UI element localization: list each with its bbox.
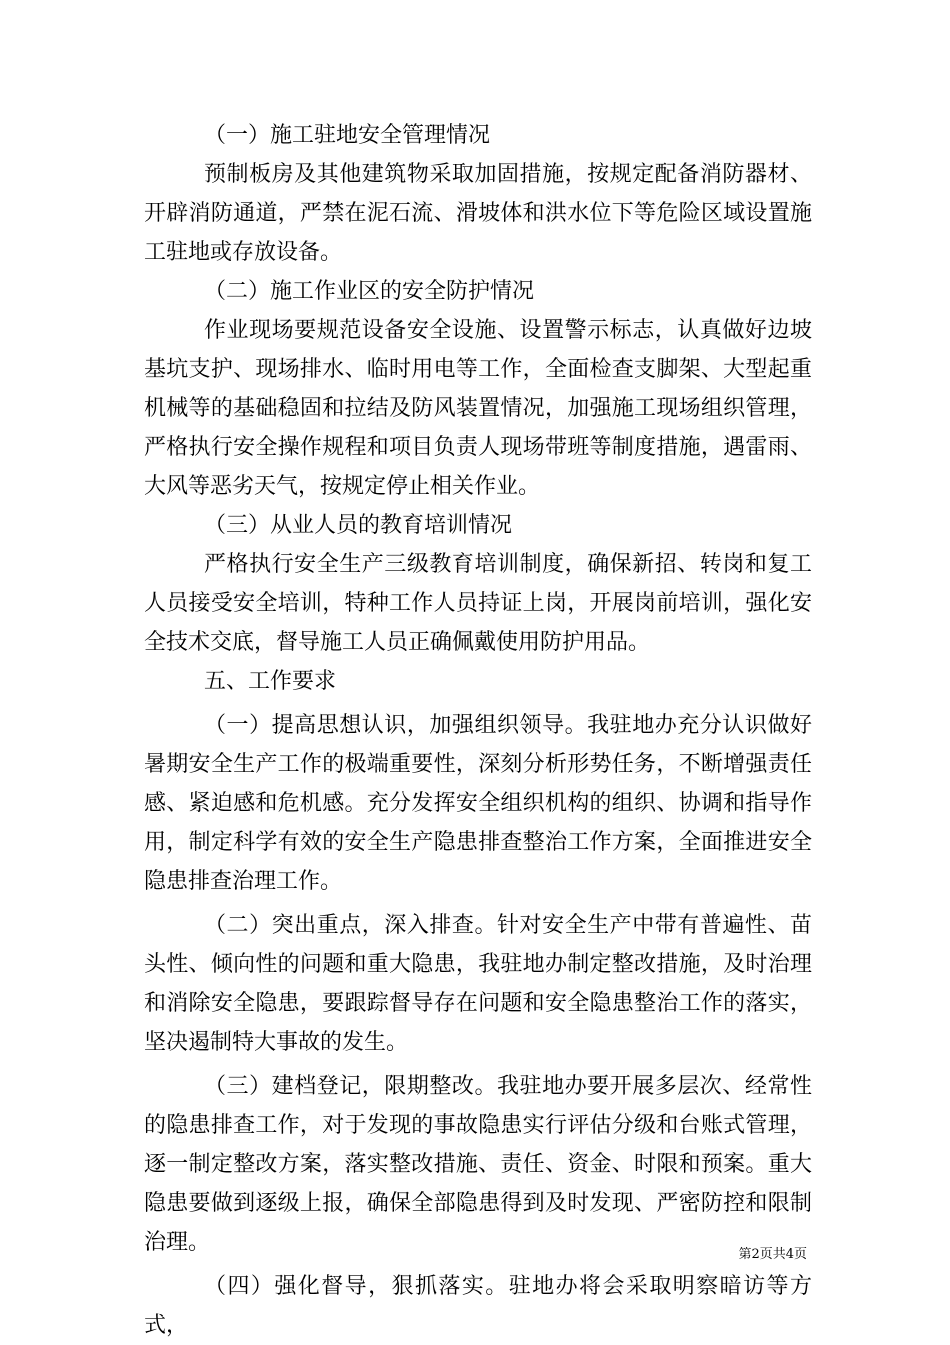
section-heading-work-zone-protection: （二）施工作业区的安全防护情况 [204,279,535,304]
paragraph-work-site-standards: 作业现场要规范设备安全设施、设置警示标志，认真做好边坡基坑支护、现场排水、临时用电等工作，全面检查支脚架、大型起重机械等的基础稳固和拉结及防风装置情况，加强施工现场组织管理，严格执行安全操作规程和项目负责人现场带班等制度措施，遇雷雨、大风等恶劣天气，按规定停止相关作业。 [144,318,812,499]
section-heading-construction-camp-safety: （一）施工驻地安全管理情况 [204,123,491,148]
section-heading-staff-training: （三）从业人员的教育培训情况 [204,513,513,538]
paragraph-requirement-registration: （三）建档登记，限期整改。我驻地办要开展多层次、经常性的隐患排查工作，对于发现的事故隐患实行评估分级和台账式管理，逐一制定整改方案，落实整改措施、责任、资金、时限和预案。重大隐患要做到逐级上报，确保全部隐患得到及时发现、严密防控和限制治理。 [144,1074,812,1255]
paragraph-requirement-supervision: （四）强化督导，狠抓落实。驻地办将会采取明察暗访等方式， [144,1274,812,1338]
page-number-footer: 第2页共4页 [738,1247,807,1262]
paragraph-requirement-key-inspection: （二）突出重点，深入排查。针对安全生产中带有普遍性、苗头性、倾向性的问题和重大隐患，我驻地办制定整改措施，及时治理和消除安全隐患，要跟踪督导存在问题和安全隐患整治工作的落实，坚决遏制特大事故的发生。 [144,913,812,1055]
paragraph-prefab-buildings: 预制板房及其他建筑物采取加固措施，按规定配备消防器材、开辟消防通道，严禁在泥石流、滑坡体和洪水位下等危险区域设置施工驻地或存放设备。 [144,162,812,265]
paragraph-training-system: 严格执行安全生产三级教育培训制度，确保新招、转岗和复工人员接受安全培训，特种工作人员持证上岗，开展岗前培训，强化安全技术交底，督导施工人员正确佩戴使用防护用品。 [144,552,812,655]
paragraph-requirement-awareness: （一）提高思想认识，加强组织领导。我驻地办充分认识做好暑期安全生产工作的极端重要性，深刻分析形势任务，不断增强责任感、紧迫感和危机感。充分发挥安全组织机构的组织、协调和指导作用，制定科学有效的安全生产隐患排查整治工作方案，全面推进安全隐患排查治理工作。 [144,713,812,894]
document-body [144,116,812,1345]
section-heading-work-requirements: 五、工作要求 [204,669,337,694]
